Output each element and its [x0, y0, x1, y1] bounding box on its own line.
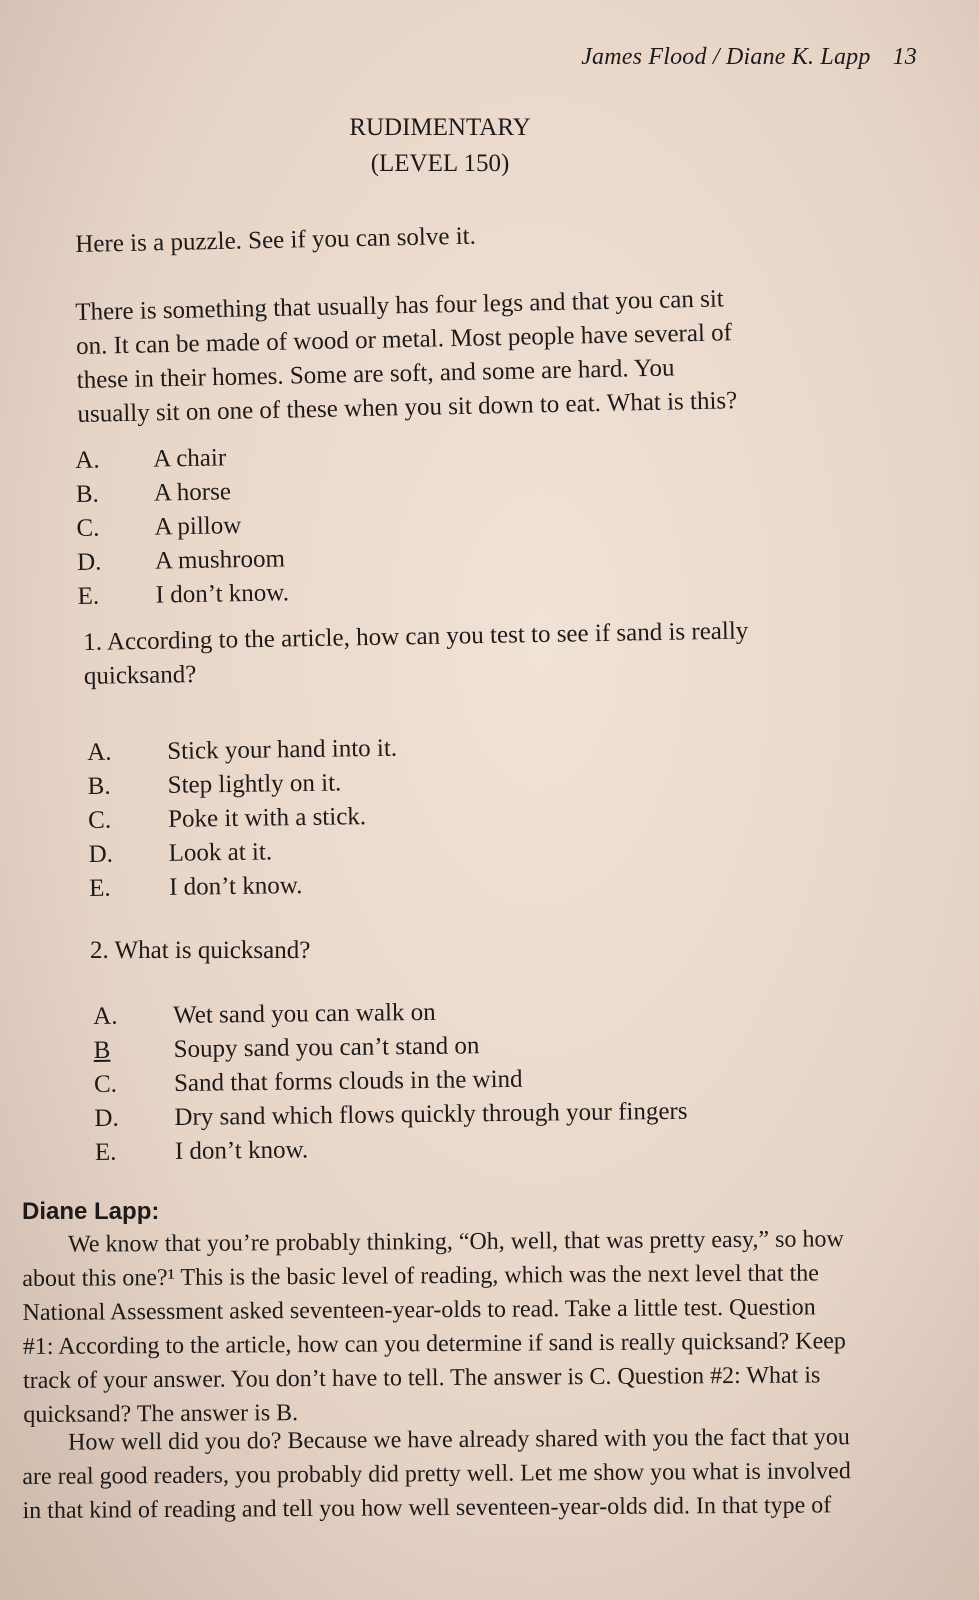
- option-letter: A.: [75, 446, 100, 474]
- puzzle-line: usually sit on one of these when you sit down to eat. What is this?: [77, 387, 738, 428]
- question-2-options: [93, 993, 688, 1170]
- option-text: Soupy sand you can’t stand on: [173, 1032, 480, 1064]
- puzzle-line: on. It can be made of wood or metal. Most people have several of: [75, 319, 733, 360]
- puzzle-text: [75, 281, 788, 432]
- option-text: Dry sand which flows quickly through your fingers: [174, 1097, 688, 1132]
- header-authors: James Flood / Diane K. Lapp: [581, 44, 871, 70]
- option-row: [88, 800, 398, 838]
- option-letter: A.: [87, 738, 112, 766]
- option-letter: C.: [87, 806, 112, 834]
- paragraph-line: How well did you do? Because we have already shared with you the fact that you: [68, 1424, 850, 1456]
- option-letter: B: [93, 1036, 111, 1064]
- option-text: Poke it with a stick.: [167, 803, 367, 833]
- option-letter: D.: [88, 840, 114, 868]
- option-text: A horse: [153, 478, 232, 507]
- option-letter: C.: [93, 1070, 118, 1098]
- option-letter: C.: [76, 514, 100, 542]
- puzzle-line: There is something that usually has four legs and that you can sit: [75, 285, 724, 326]
- option-row: [76, 474, 288, 512]
- option-row: [75, 440, 287, 478]
- question-1-line: quicksand?: [83, 661, 197, 690]
- section-level: (LEVEL 150): [370, 150, 510, 177]
- option-letter: B.: [87, 772, 111, 800]
- paragraph-1: [22, 1222, 935, 1432]
- option-text: A pillow: [154, 512, 242, 541]
- option-row: [87, 732, 397, 770]
- option-row: [87, 766, 397, 804]
- option-letter: E.: [94, 1138, 117, 1166]
- option-letter: E.: [77, 582, 100, 610]
- paragraph-line: We know that you’re probably thinking, “Oh, well, that was pretty easy,” so how: [68, 1226, 844, 1258]
- option-text: Stick your hand into it.: [167, 734, 398, 765]
- paragraph-line: in that kind of reading and tell you how well seventeen-year-olds did. In that type of: [22, 1492, 832, 1524]
- option-letter: D.: [76, 548, 102, 576]
- option-text: Sand that forms clouds in the wind: [173, 1065, 523, 1098]
- option-letter: D.: [94, 1104, 119, 1132]
- option-text: I don’t know.: [168, 872, 303, 901]
- question-2: 2. What is quicksand?: [90, 937, 311, 964]
- question-1-options: [87, 732, 399, 906]
- paragraph-line: track of your answer. You don’t have to tell. The answer is C. Question #2: What is: [22, 1362, 821, 1394]
- paragraph-line: are real good readers, you probably did pretty well. Let me show you what is involved: [22, 1458, 851, 1490]
- option-row: [76, 508, 288, 546]
- puzzle-line: these in their homes. Some are soft, and some are hard. You: [76, 354, 675, 394]
- option-row: [77, 576, 289, 614]
- page-number: 13: [892, 44, 917, 70]
- option-text: Step lightly on it.: [167, 769, 342, 799]
- option-text: Look at it.: [168, 838, 273, 867]
- option-letter: B.: [75, 480, 100, 508]
- question-1-line: 1. According to the article, how can you test to see if sand is really: [83, 617, 749, 656]
- paragraph-line: #1: According to the article, how can you determine if sand is really quicksand? Keep: [22, 1328, 846, 1360]
- running-header: [581, 44, 917, 71]
- option-text: Wet sand you can walk on: [173, 998, 436, 1030]
- option-row: [89, 868, 399, 906]
- paragraph-2: [22, 1420, 935, 1528]
- paragraph-line: quicksand? The answer is B.: [23, 1400, 299, 1428]
- puzzle-options: [75, 440, 289, 614]
- option-row: [77, 542, 289, 580]
- paragraph-line: about this one?¹ This is the basic level of reading, which was the next level that the: [22, 1260, 819, 1292]
- option-row: [88, 834, 398, 872]
- speaker-label: Diane Lapp:: [22, 1198, 160, 1225]
- option-text: A mushroom: [154, 545, 286, 575]
- option-text: A chair: [153, 444, 227, 473]
- paragraph-line: National Assessment asked seventeen-year-olds to read. Take a little test. Question: [22, 1294, 816, 1326]
- option-letter: E.: [88, 874, 111, 902]
- puzzle-intro: Here is a puzzle. See if you can solve it.: [75, 222, 477, 258]
- question-1: [83, 613, 804, 694]
- option-row: [95, 1129, 688, 1170]
- option-text: I don’t know.: [155, 579, 290, 609]
- option-letter: A.: [93, 1002, 118, 1030]
- section-title: RUDIMENTARY: [349, 114, 531, 141]
- option-text: I don’t know.: [174, 1136, 309, 1166]
